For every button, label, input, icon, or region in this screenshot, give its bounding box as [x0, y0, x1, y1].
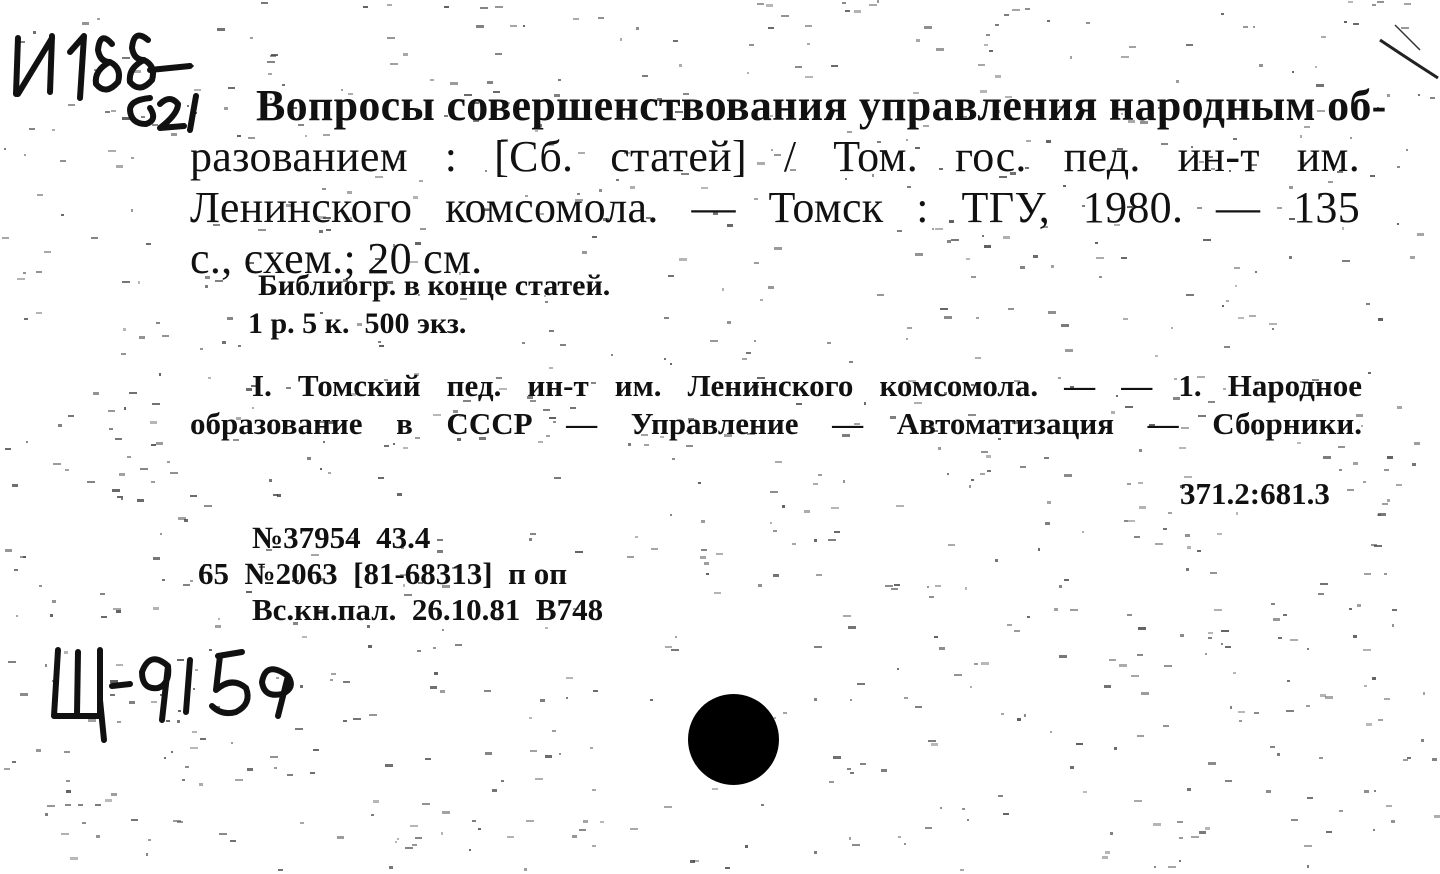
title-line-2: разованием : [Сб. статей] / Том. гос. пед. ин-т им.: [190, 132, 1360, 181]
registration-line-1: №37954 43.4: [252, 520, 431, 555]
title-line-3: Ленинского комсомола. — Томск : ТГУ, 1980. — 135: [190, 183, 1360, 232]
subject-line-1: I. Томский пед. ин-т им. Ленинского комсомола. — — 1. Народное: [252, 368, 1362, 403]
title-line-4: с., схем.; 20 см.: [190, 234, 483, 283]
udc-index: 371.2:681.3: [1180, 476, 1330, 511]
punch-hole: [688, 694, 779, 785]
title-line-1: Вопросы совершенствования управления народным об-: [256, 81, 1387, 130]
note-bibliography: Библиогр. в конце статей.: [258, 269, 611, 302]
subject-line-2: образование в СССР — Управление — Автоматизация — Сборники.: [190, 406, 1362, 441]
note-price-run: 1 р. 5 к. 500 экз.: [248, 307, 467, 340]
registration-line-2: 65 №2063 [81-68313] п оп: [198, 556, 568, 591]
registration-line-3: Вс.кн.пал. 26.10.81 В748: [252, 592, 604, 627]
